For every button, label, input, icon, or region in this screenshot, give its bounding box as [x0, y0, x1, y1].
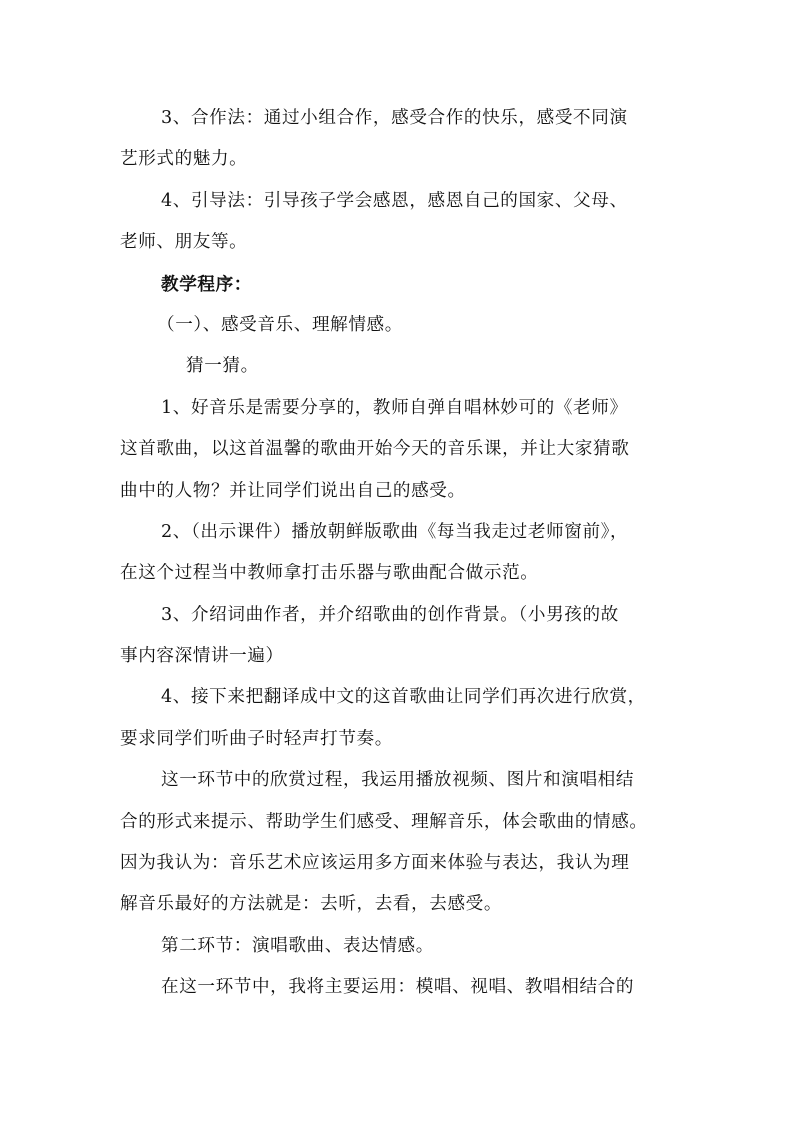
text-line: 这首歌曲，以这首温馨的歌曲开始今天的音乐课，并让大家猜歌 — [120, 439, 630, 460]
text-line: 因为我认为：音乐艺术应该运用多方面来体验与表达，我认为理 — [120, 853, 630, 874]
text-line: 这一环节中的欣赏过程，我运用播放视频、图片和演唱相结 — [161, 770, 635, 791]
text-line: 第二环节：演唱歌曲、表达情感。 — [161, 935, 434, 956]
text-line: 2、（出示课件）播放朝鲜版歌曲《每当我走过老师窗前》， — [161, 521, 629, 542]
text-line: 要求同学们听曲子时轻声打节奏。 — [120, 728, 393, 749]
text-line: 合的形式来提示、帮助学生们感受、理解音乐，体会歌曲的情感。 — [120, 811, 648, 832]
text-line: 4、接下来把翻译成中文的这首歌曲让同学们再次进行欣赏， — [161, 687, 646, 708]
text-line: 在这一环节中，我将主要运用：模唱、视唱、教唱相结合的 — [161, 977, 635, 998]
text-line: 在这个过程当中教师拿打击乐器与歌曲配合做示范。 — [120, 563, 539, 584]
document-body — [120, 98, 680, 1009]
text-line: 3、合作法：通过小组合作，感受合作的快乐，感受不同演 — [161, 108, 628, 128]
text-line: 4、引导法：引导孩子学会感恩，感恩自己的国家、父母、 — [161, 190, 628, 211]
text-line: 艺形式的魅力。 — [120, 149, 248, 170]
text-line: 1、好音乐是需要分享的，教师自弹自唱林妙可的《老师》 — [161, 397, 628, 418]
subsection-heading: （一）、感受音乐、理解情感。 — [157, 314, 403, 335]
section-heading: 教学程序： — [161, 273, 252, 295]
text-line: 3、介绍词曲作者，并介绍歌曲的创作背景。（小男孩的故 — [161, 604, 619, 625]
text-line: 老师、朋友等。 — [120, 232, 248, 253]
text-line: 解音乐最好的方法就是：去听，去看，去感受。 — [120, 894, 503, 915]
text-line: 曲中的人物？并让同学们说出自己的感受。 — [120, 480, 466, 501]
text-line: 猜一猜。 — [186, 356, 259, 377]
text-line: 事内容深情讲一遍） — [120, 646, 284, 667]
